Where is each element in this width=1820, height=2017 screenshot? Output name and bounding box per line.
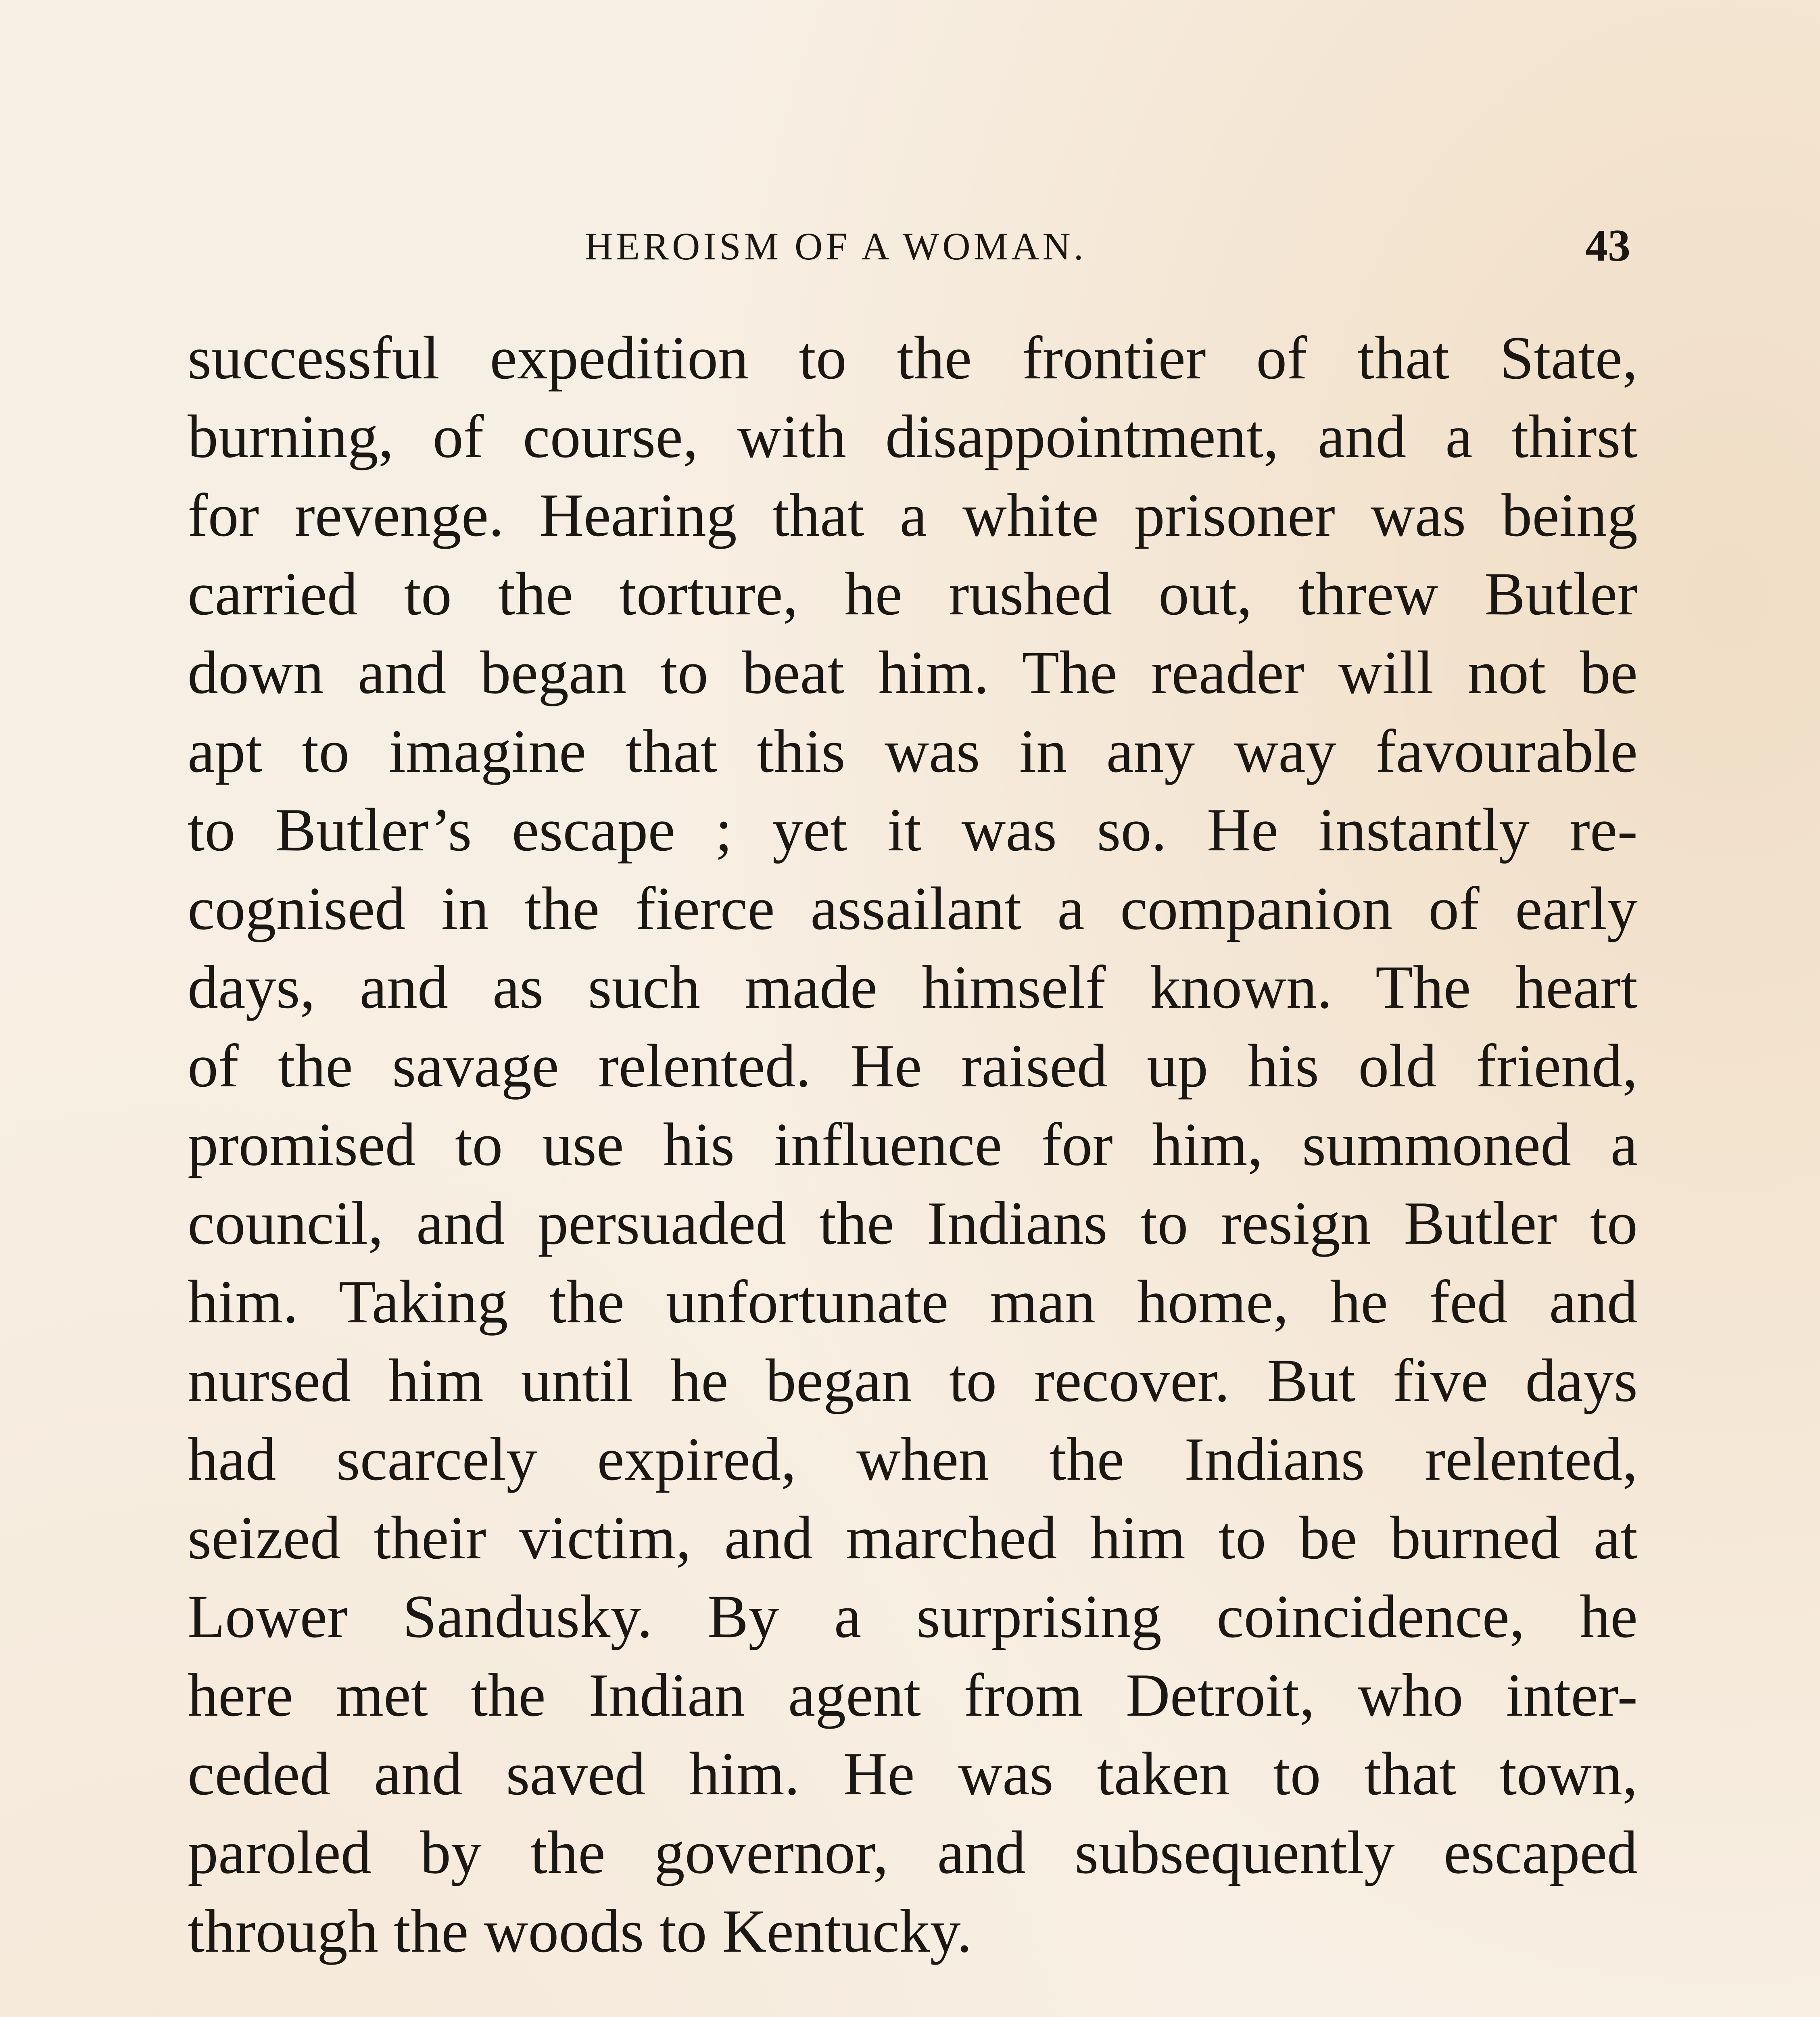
text-line: here met the Indian agent from Detroit, who inter- <box>188 1661 1638 1729</box>
text-line: days, and as such made himself known. The heart <box>188 953 1638 1021</box>
text-line: to Butler’s escape ; yet it was so. He instantly re- <box>188 796 1638 864</box>
text-line: down and began to beat him. The reader will not be <box>188 639 1638 706</box>
text-line: burning, of course, with disappointment, and a thirst <box>188 403 1638 470</box>
text-line: nursed him until he began to recover. But five days <box>188 1347 1638 1414</box>
page-number: 43 <box>1585 221 1630 271</box>
running-head: HEROISM OF A WOMAN. <box>585 225 1087 268</box>
text-line: had scarcely expired, when the Indians relented, <box>188 1425 1638 1493</box>
text-line: of the savage relented. He raised up his old friend, <box>188 1032 1638 1100</box>
text-line: apt to imagine that this was in any way favourable <box>188 717 1638 785</box>
text-line: paroled by the governor, and subsequently escaped <box>188 1819 1638 1886</box>
passage-1 <box>188 319 1638 1971</box>
text-line: for revenge. Hearing that a white prisoner was being <box>188 481 1638 549</box>
text-line: successful expedition to the frontier of that State, <box>188 324 1638 392</box>
text-line: Lower Sandusky. By a surprising coincidence, he <box>188 1583 1638 1650</box>
text-line: ceded and saved him. He was taken to that town, <box>188 1740 1638 1808</box>
text-line: through the woods to Kentucky. <box>188 1897 972 1965</box>
text-line: promised to use his influence for him, summoned a <box>188 1111 1638 1178</box>
text-line: seized their victim, and marched him to be burned at <box>188 1504 1638 1572</box>
text-line: carried to the torture, he rushed out, threw Butler <box>188 560 1638 628</box>
text-line: him. Taking the unfortunate man home, he fed and <box>188 1268 1638 1336</box>
text-line: council, and persuaded the Indians to resign Butler to <box>188 1189 1638 1257</box>
text-line: cognised in the fierce assailant a companion of early <box>188 875 1638 942</box>
